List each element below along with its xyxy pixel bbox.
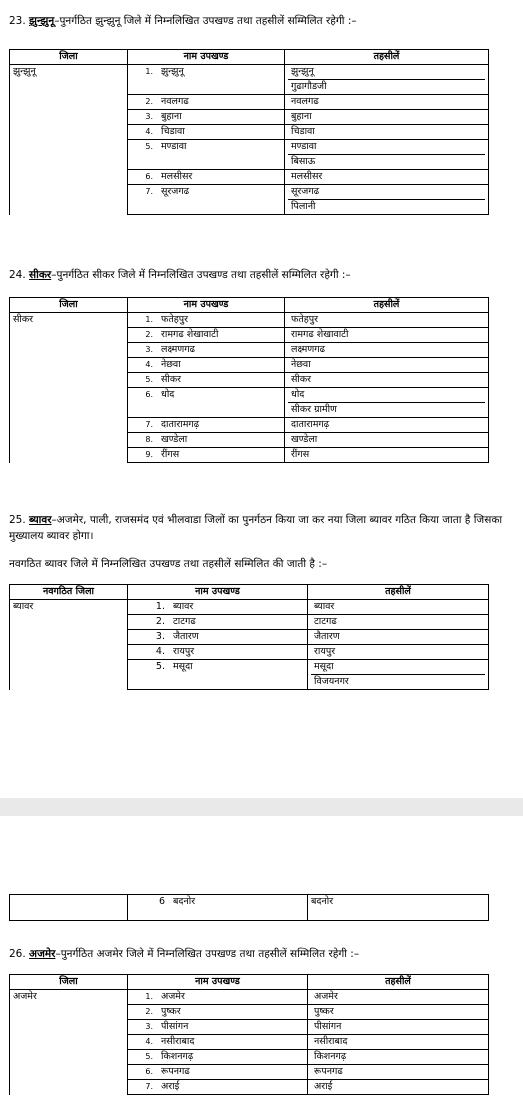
tehsil-name: पुष्कर — [314, 1006, 334, 1017]
row-number: 4. — [155, 646, 165, 657]
subdivision-name: धोद — [161, 389, 175, 400]
row-number: 7. — [145, 187, 153, 196]
tehsil-name: अराई — [314, 1081, 333, 1092]
tehsil-cell — [285, 373, 489, 388]
table-row — [10, 313, 489, 328]
subdivision-name: रींगस — [161, 449, 180, 460]
subdivision-cell — [128, 65, 285, 95]
subdivision-cell — [128, 185, 285, 215]
tehsil-name: टाटगढ — [314, 616, 337, 627]
table-row — [10, 328, 489, 343]
tehsil-name: रूपनगढ — [314, 1066, 343, 1077]
row-number: 7. — [145, 420, 153, 429]
table-row — [10, 630, 489, 645]
subdivision-cell — [128, 448, 285, 463]
subdivision-name: खण्डेला — [161, 434, 188, 445]
column-header: नाम उपखण्ड — [128, 585, 308, 600]
subdivision-cell — [128, 660, 308, 690]
subdivision-name: नसीराबाद — [161, 1036, 195, 1047]
column-header: नाम उपखण्ड — [128, 50, 285, 65]
subdivision-name: नेछवा — [161, 359, 181, 370]
subdivision-name: लक्ष्मणगढ — [161, 344, 195, 355]
subdivision-cell — [128, 1065, 308, 1080]
subdivision-cell — [128, 615, 308, 630]
column-header: तहसीलें — [308, 585, 489, 600]
table-row — [10, 615, 489, 630]
table-row — [10, 1035, 489, 1050]
tehsil-name: जैतारण — [314, 631, 340, 642]
paragraph-text: –अजमेर, पाली, राजसमंद एवं भीलवाडा जिलों का पुनर्गठन किया जा कर नया जिला ब्यावर गठित किया जाता है जिसका मुख्यालय ब्यावर होगा। — [9, 514, 503, 542]
district-name: अजमेर — [29, 948, 56, 960]
district-cell — [10, 1065, 128, 1080]
table-row — [10, 990, 489, 1005]
subdivision-name: पुष्कर — [161, 1006, 181, 1017]
district-cell — [10, 170, 128, 185]
subdivision-cell — [128, 1080, 308, 1095]
district-cell: अजमेर — [10, 990, 128, 1005]
table-row — [10, 1050, 489, 1065]
table-row — [10, 600, 489, 615]
row-number: 2. — [145, 1007, 153, 1016]
section-number: 24. — [9, 269, 26, 281]
section-23-table — [9, 49, 489, 215]
row-number: 9. — [145, 450, 153, 459]
tehsil-name: मलसीसर — [291, 171, 323, 182]
row-number: 6. — [145, 390, 153, 399]
district-cell — [10, 388, 128, 418]
subdivision-cell — [128, 313, 285, 328]
subdivision-cell — [128, 1050, 308, 1065]
district-cell: सीकर — [10, 313, 128, 328]
subdivision-cell — [128, 170, 285, 185]
tehsil-name: लक्ष्मणगढ — [291, 344, 325, 355]
district-cell — [10, 615, 128, 630]
subdivision-cell — [128, 388, 285, 418]
tehsil-cell — [308, 1035, 489, 1050]
section-25-heading — [9, 512, 514, 544]
row-number: 5. — [155, 661, 165, 672]
subdivision-name: ब्यावर — [173, 601, 194, 612]
district-cell — [10, 95, 128, 110]
tehsil-cell — [285, 110, 489, 125]
tehsil-name: सीकर ग्रामीण — [291, 404, 337, 415]
column-header: तहसीलें — [285, 298, 489, 313]
subdivision-name: चिडावा — [161, 126, 185, 137]
tehsil-cell — [285, 95, 489, 110]
subdivision-cell — [128, 600, 308, 615]
subdivision-cell — [128, 1035, 308, 1050]
tehsil-cell — [285, 343, 489, 358]
tehsil-cell — [308, 1080, 489, 1095]
row-number: 7. — [145, 1082, 153, 1091]
column-header: तहसीलें — [308, 975, 489, 990]
subdivision-cell — [128, 140, 285, 170]
district-cell — [10, 1020, 128, 1035]
subdivision-name: किशनगढ़ — [161, 1051, 194, 1062]
subdivision-cell — [128, 125, 285, 140]
subdivision-name: दातारामगढ़ — [161, 419, 200, 430]
column-header: नवगठित जिला — [10, 585, 128, 600]
heading-text: –पुनर्गठित सीकर जिले में निम्नलिखित उपखण्ड तथा तहसीलें सम्मिलित रहेगी :– — [51, 269, 351, 281]
district-name: ब्यावर — [29, 514, 52, 526]
row-number: 1. — [145, 67, 153, 76]
heading-text: –पुनर्गठित झुन्झुनू जिले में निम्नलिखित उपखण्ड तथा तहसीलें सम्मिलित रहेगी :– — [54, 15, 357, 27]
district-cell — [10, 645, 128, 660]
row-number: 3. — [145, 112, 153, 121]
district-cell — [10, 630, 128, 645]
district-cell — [10, 1050, 128, 1065]
tehsil-cell — [308, 1065, 489, 1080]
row-number: 1. — [145, 992, 153, 1001]
table-row — [10, 125, 489, 140]
table-row — [10, 140, 489, 170]
tehsil-name: नसीराबाद — [314, 1036, 348, 1047]
section-24-heading — [9, 268, 351, 282]
tehsil-cell — [285, 125, 489, 140]
table-row — [10, 660, 489, 690]
district-name: झुन्झुनू — [29, 15, 55, 27]
row-number: 8. — [145, 435, 153, 444]
row-number: 6. — [145, 1067, 153, 1076]
tehsil-cell — [308, 990, 489, 1005]
subdivision-name: मलसीसर — [161, 171, 193, 182]
tehsil-name: धोद — [288, 388, 485, 403]
tehsil-cell — [285, 418, 489, 433]
subdivision-cell — [128, 630, 308, 645]
row-number: 2. — [155, 616, 165, 627]
tehsil-cell — [308, 600, 489, 615]
tehsil-cell — [308, 645, 489, 660]
tehsil-cell — [308, 660, 489, 690]
section-23-heading — [9, 14, 357, 28]
subdivision-cell — [128, 110, 285, 125]
district-cell: झुन्झुनू — [10, 65, 128, 95]
subdivision-name: टाटगढ — [173, 616, 196, 627]
tehsil-cell — [285, 388, 489, 418]
section-25-continued-table — [9, 894, 489, 921]
tehsil-name: गुढागौडजी — [291, 81, 327, 92]
subdivision-name: अजमेर — [161, 991, 185, 1002]
tehsil-name: मण्डावा — [288, 140, 485, 155]
district-cell — [10, 1080, 128, 1095]
tehsil-name: बुहाना — [291, 111, 312, 122]
document-page-2 — [0, 816, 523, 1119]
row-number: 1. — [155, 601, 165, 612]
tehsil-name: किशनगढ़ — [314, 1051, 347, 1062]
row-number: 5. — [145, 375, 153, 384]
table-row — [10, 1020, 489, 1035]
section-25-table — [9, 584, 489, 690]
page-break — [0, 798, 523, 816]
table-row — [10, 110, 489, 125]
district-cell — [10, 140, 128, 170]
row-number: 2. — [145, 97, 153, 106]
district-cell — [10, 418, 128, 433]
section-26-table — [9, 974, 489, 1095]
subdivision-cell — [128, 358, 285, 373]
tehsil-name: चिडावा — [291, 126, 315, 137]
tehsil-cell — [285, 185, 489, 215]
subdivision-name: रायपुर — [173, 646, 195, 657]
tehsil-name: नेछवा — [291, 359, 311, 370]
tehsil-name: विजयनगर — [314, 676, 349, 687]
tehsil-cell — [285, 313, 489, 328]
district-cell — [10, 358, 128, 373]
table-row — [10, 433, 489, 448]
section-number: 26. — [9, 948, 26, 960]
table-row — [10, 185, 489, 215]
tehsil-cell — [308, 615, 489, 630]
district-cell — [10, 1035, 128, 1050]
table-row — [10, 358, 489, 373]
subdivision-name: सीकर — [161, 374, 182, 385]
table-row — [10, 65, 489, 95]
subdivision-name: मसूदा — [173, 661, 193, 672]
table-row — [10, 343, 489, 358]
subdivision-cell — [128, 343, 285, 358]
tehsil-name: रायपुर — [314, 646, 336, 657]
row-number: 4. — [145, 360, 153, 369]
subdivision-cell — [128, 95, 285, 110]
subdivision-name: पीसांगन — [161, 1021, 189, 1032]
district-cell — [10, 660, 128, 690]
tehsil-cell — [285, 328, 489, 343]
subdivision-name: नवलगढ — [161, 96, 189, 107]
subdivision-name: बदनोर — [173, 896, 196, 907]
district-cell — [10, 125, 128, 140]
subdivision-name: झुन्झुनू — [161, 66, 184, 77]
district-cell — [10, 1005, 128, 1020]
tehsil-name: मसूदा — [311, 660, 485, 675]
row-number: 6. — [145, 172, 153, 181]
row-number: 6 — [158, 896, 165, 907]
row-number: 3. — [145, 345, 153, 354]
column-header: नाम उपखण्ड — [128, 298, 285, 313]
subdivision-name: रामगढ शेखावाटी — [161, 329, 219, 340]
subdivision-name: सूरजगढ — [161, 186, 190, 197]
tehsil-name: दातारामगढ़ — [291, 419, 330, 430]
tehsil-cell — [308, 630, 489, 645]
column-header: जिला — [10, 975, 128, 990]
tehsil-name: सीकर — [291, 374, 312, 385]
subdivision-name: बुहाना — [161, 111, 182, 122]
row-number: 4. — [145, 127, 153, 136]
subdivision-cell — [128, 433, 285, 448]
table-row — [10, 95, 489, 110]
tehsil-name: अजमेर — [314, 991, 338, 1002]
empty-cell — [10, 895, 128, 921]
tehsil-name: पिलानी — [291, 201, 316, 212]
table-row — [10, 645, 489, 660]
subdivision-cell — [128, 373, 285, 388]
heading-text: –पुनर्गठित अजमेर जिले में निम्नलिखित उपखण्ड तथा तहसीलें सम्मिलित रहेगी :– — [55, 948, 360, 960]
table-row — [10, 1005, 489, 1020]
table-row — [10, 448, 489, 463]
section-24-table — [9, 297, 489, 463]
subdivision-cell — [128, 990, 308, 1005]
table-row — [10, 373, 489, 388]
row-number: 1. — [145, 315, 153, 324]
section-26-heading — [9, 947, 359, 961]
tehsil-cell — [308, 1005, 489, 1020]
row-number: 5. — [145, 142, 153, 151]
tehsil-name: सूरजगढ — [288, 185, 485, 200]
table-row — [10, 418, 489, 433]
tehsil-name: पीसांगन — [314, 1021, 342, 1032]
district-cell — [10, 110, 128, 125]
district-cell — [10, 328, 128, 343]
row-number: 3. — [155, 631, 165, 642]
subdivision-name: जैतारण — [173, 631, 199, 642]
tehsil-name: खण्डेला — [291, 434, 318, 445]
tehsil-name: बिसाऊ — [291, 156, 316, 167]
tehsil-cell — [285, 433, 489, 448]
district-cell — [10, 343, 128, 358]
row-number: 5. — [145, 1052, 153, 1061]
tehsil-name: ब्यावर — [314, 601, 335, 612]
district-cell — [10, 448, 128, 463]
district-cell — [10, 373, 128, 388]
subdivision-name: रूपनगढ — [161, 1066, 190, 1077]
tehsil-cell — [285, 65, 489, 95]
district-cell — [10, 185, 128, 215]
table-row — [10, 388, 489, 418]
table-row — [10, 1080, 489, 1095]
district-cell: ब्यावर — [10, 600, 128, 615]
tehsil-cell — [308, 1050, 489, 1065]
row-number: 3. — [145, 1022, 153, 1031]
tehsil-name: रींगस — [291, 449, 310, 460]
tehsil-name: नवलगढ — [291, 96, 319, 107]
tehsil-cell — [285, 170, 489, 185]
tehsil-name: रामगढ शेखावाटी — [291, 329, 349, 340]
column-header: जिला — [10, 298, 128, 313]
subdivision-name: मण्डावा — [161, 141, 187, 152]
column-header: तहसीलें — [285, 50, 489, 65]
tehsil-cell — [285, 140, 489, 170]
table-row — [10, 1065, 489, 1080]
subdivision-name: फतेहपुर — [161, 314, 189, 325]
table-row — [10, 170, 489, 185]
tehsil-cell — [285, 358, 489, 373]
subdivision-cell — [128, 895, 308, 921]
section-number: 25. — [9, 514, 26, 526]
tehsil-name: झुन्झुनू — [288, 65, 485, 80]
column-header: जिला — [10, 50, 128, 65]
tehsil-cell — [308, 1020, 489, 1035]
tehsil-name: फतेहपुर — [291, 314, 319, 325]
section-number: 23. — [9, 15, 26, 27]
tehsil-cell — [285, 448, 489, 463]
subdivision-cell — [128, 418, 285, 433]
section-25-intro: नवगठित ब्यावर जिले में निम्नलिखित उपखण्ड तथा तहसीलें सम्मिलित की जाती है :– — [9, 558, 328, 570]
district-name: सीकर — [29, 269, 52, 281]
row-number: 2. — [145, 330, 153, 339]
subdivision-cell — [128, 328, 285, 343]
tehsil-cell: बदनोर — [308, 895, 489, 921]
subdivision-name: अराई — [161, 1081, 180, 1092]
subdivision-cell — [128, 645, 308, 660]
subdivision-cell — [128, 1005, 308, 1020]
row-number: 4. — [145, 1037, 153, 1046]
subdivision-cell — [128, 1020, 308, 1035]
column-header: नाम उपखण्ड — [128, 975, 308, 990]
district-cell — [10, 433, 128, 448]
